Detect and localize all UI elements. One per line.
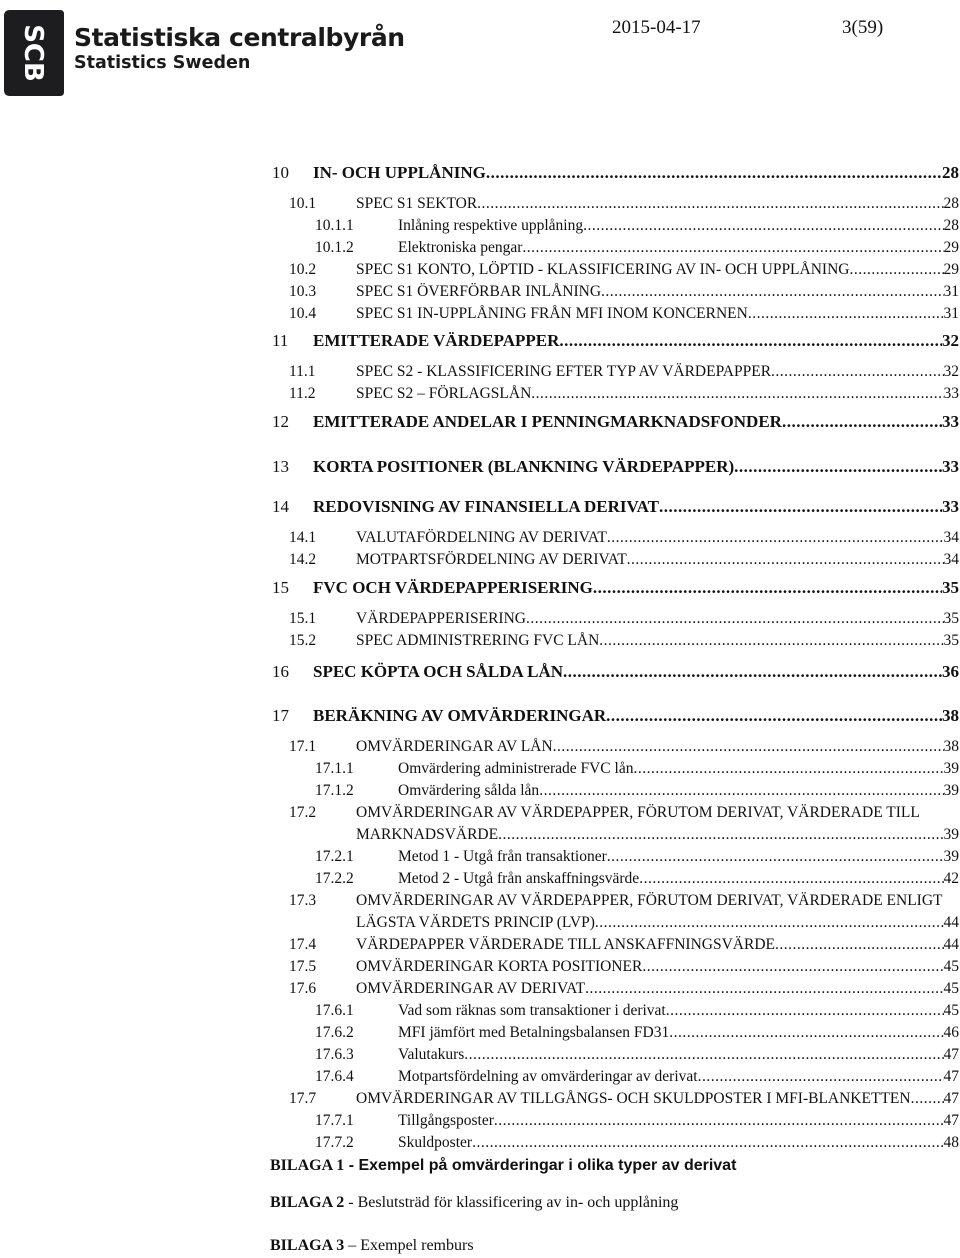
toc-entry-number: 10.3 xyxy=(289,283,317,300)
toc-entry-title: SPEC ADMINISTRERING FVC LÅN xyxy=(356,632,600,649)
toc-entry-page: 32 xyxy=(942,331,959,350)
toc-entry[interactable] xyxy=(0,936,960,956)
toc-leader-dots xyxy=(585,980,943,998)
toc-leader-dots xyxy=(642,958,943,976)
toc-entry-page: 28 xyxy=(942,163,959,182)
toc-entry-page: 45 xyxy=(943,958,959,975)
toc-entry-page: 29 xyxy=(943,239,959,256)
toc-entry[interactable] xyxy=(0,1024,960,1044)
toc-leader-dots xyxy=(633,760,943,778)
toc-leader-dots xyxy=(583,217,943,235)
toc-entry-page: 33 xyxy=(942,412,959,431)
toc-entry[interactable] xyxy=(0,1112,960,1132)
toc-entry-number: 11 xyxy=(272,331,289,350)
toc-entry-title: OMVÄRDERINGAR KORTA POSITIONER xyxy=(356,958,643,975)
toc-entry-title: REDOVISNING AV FINANSIELLA DERIVAT xyxy=(313,497,659,516)
toc-entry-number: 15 xyxy=(272,578,289,597)
toc-entry[interactable] xyxy=(0,217,960,237)
toc-leader-dots xyxy=(748,305,944,323)
toc-entry[interactable] xyxy=(0,497,960,517)
toc-entry-title: VALUTAFÖRDELNING AV DERIVAT xyxy=(356,529,607,546)
toc-entry-number: 14.2 xyxy=(289,551,317,568)
toc-entry-page: 48 xyxy=(943,1134,959,1151)
toc-entry-title: OMVÄRDERINGAR AV TILLGÅNGS- OCH SKULDPOSTER I MFI-BLANKETTEN xyxy=(356,1090,911,1107)
toc-entry-number: 17.4 xyxy=(289,936,317,953)
toc-entry-title: LÄGSTA VÄRDETS PRINCIP (LVP) xyxy=(356,914,595,931)
toc-leader-dots xyxy=(559,331,942,351)
toc-entry-number: 10.4 xyxy=(289,305,317,322)
toc-entry[interactable] xyxy=(0,1134,960,1154)
toc-entry-number: 15.2 xyxy=(289,632,317,649)
toc-entry[interactable] xyxy=(0,1046,960,1066)
toc-entry-page: 33 xyxy=(942,497,959,516)
toc-leader-dots xyxy=(563,662,942,682)
toc-entry[interactable] xyxy=(0,1002,960,1022)
toc-entry-number: 12 xyxy=(272,412,289,431)
toc-entry-title: Metod 2 - Utgå från anskaffningsvärde xyxy=(398,870,640,887)
appendix-key: BILAGA 2 xyxy=(270,1194,345,1211)
toc-leader-dots xyxy=(607,529,944,547)
toc-entry-number: 14 xyxy=(272,497,289,516)
toc-entry-title: SPEC S1 KONTO, LÖPTID - KLASSIFICERING AV IN- OCH UPPLÅNING xyxy=(356,261,850,278)
toc-entry-page: 36 xyxy=(942,662,959,681)
toc-leader-dots xyxy=(666,1002,944,1020)
toc-entry-page: 47 xyxy=(943,1112,959,1129)
toc-entry-number: 14.1 xyxy=(289,529,317,546)
toc-entry-page: 28 xyxy=(943,195,959,212)
appendix-text: - Exempel på omvärderingar i olika typer av derivat xyxy=(344,1157,737,1174)
toc-entry-number: 17.6.4 xyxy=(315,1068,354,1085)
toc-entry[interactable] xyxy=(0,958,960,978)
toc-entry-number: 17.1.2 xyxy=(315,782,354,799)
toc-leader-dots xyxy=(659,497,942,517)
toc-entry-number: 11.1 xyxy=(289,363,316,380)
toc-entry-page: 44 xyxy=(943,914,959,931)
toc-entry-title: MFI jämfört med Betalningsbalansen FD31 xyxy=(398,1024,670,1041)
toc-entry-title: Metod 1 - Utgå från transaktioner xyxy=(398,848,607,865)
toc-entry[interactable] xyxy=(0,195,960,215)
toc-entry-page: 38 xyxy=(942,706,959,725)
toc-entry-page: 31 xyxy=(943,305,959,322)
toc-entry[interactable] xyxy=(0,529,960,549)
org-name: Statistiska centralbyrån xyxy=(74,23,405,52)
toc-entry-page: 31 xyxy=(943,283,959,300)
toc-entry-number: 17.2 xyxy=(289,804,317,821)
toc-entry-page: 45 xyxy=(943,1002,959,1019)
toc-entry[interactable] xyxy=(0,804,960,824)
toc-entry-number: 11.2 xyxy=(289,385,316,402)
toc-entry-title: OMVÄRDERINGAR AV VÄRDEPAPPER, FÖRUTOM DERIVAT, VÄRDERADE TILL xyxy=(356,804,920,821)
toc-entry-title: VÄRDEPAPPERISERING xyxy=(356,610,526,627)
toc-leader-dots xyxy=(494,1112,944,1130)
toc-leader-dots xyxy=(782,412,942,432)
toc-entry[interactable] xyxy=(0,283,960,303)
org-name-en: Statistics Sweden xyxy=(74,53,251,73)
toc-entry-page: 39 xyxy=(943,826,959,843)
toc-entry-title: Valutakurs xyxy=(398,1046,465,1063)
toc-entry-number: 17 xyxy=(272,706,289,725)
toc-leader-dots xyxy=(539,782,943,800)
toc-entry[interactable] xyxy=(0,662,960,682)
toc-entry-number: 17.2.2 xyxy=(315,870,354,887)
toc-entry-title: SPEC S1 ÖVERFÖRBAR INLÅNING xyxy=(356,283,602,300)
toc-leader-dots xyxy=(849,261,943,279)
toc-leader-dots xyxy=(477,195,943,213)
toc-entry-title: MARKNADSVÄRDE xyxy=(356,826,499,843)
toc-entry-page: 35 xyxy=(942,578,959,597)
toc-entry-page: 35 xyxy=(943,610,959,627)
toc-leader-dots xyxy=(522,239,943,257)
toc-entry[interactable] xyxy=(0,980,960,1000)
toc-entry[interactable] xyxy=(0,826,960,846)
toc-leader-dots xyxy=(639,870,943,888)
toc-entry-title: Inlåning respektive upplåning xyxy=(398,217,584,234)
appendix-text: - Beslutsträd för klassificering av in- och upplåning xyxy=(344,1194,679,1211)
toc-entry[interactable] xyxy=(0,848,960,868)
toc-entry-title: SPEC S1 SEKTOR xyxy=(356,195,478,212)
appendix-key: BILAGA 1 xyxy=(270,1157,345,1174)
toc-entry-title: VÄRDEPAPPER VÄRDERADE TILL ANSKAFFNINGSVÄRDE xyxy=(356,936,775,953)
logo-text: SCB xyxy=(18,24,48,82)
toc-entry-number: 17.6.2 xyxy=(315,1024,354,1041)
toc-entry-page: 42 xyxy=(943,870,959,887)
toc-entry[interactable] xyxy=(0,632,960,652)
toc-leader-dots xyxy=(531,385,943,403)
toc-leader-dots xyxy=(593,578,942,598)
appendix-item[interactable] xyxy=(270,1194,678,1212)
toc-entry[interactable] xyxy=(0,782,960,802)
toc-entry-number: 10 xyxy=(272,163,289,182)
toc-leader-dots xyxy=(627,551,944,569)
toc-entry-title: Omvärdering administrerade FVC lån xyxy=(398,760,634,777)
header-page-number: 3(59) xyxy=(842,17,884,38)
toc-entry-page: 45 xyxy=(943,980,959,997)
toc-leader-dots xyxy=(775,936,944,954)
toc-entry-number: 10.1 xyxy=(289,195,317,212)
toc-entry-number: 17.7.1 xyxy=(315,1112,354,1129)
scb-logo-icon xyxy=(2,6,66,96)
toc-leader-dots xyxy=(599,632,943,650)
toc-entry-title: SPEC S2 - KLASSIFICERING EFTER TYP AV VÄRDEPAPPER xyxy=(356,363,772,380)
toc-leader-dots xyxy=(606,706,942,726)
toc-entry-title: Skuldposter xyxy=(398,1134,473,1151)
toc-leader-dots xyxy=(464,1046,943,1064)
toc-entry-page: 33 xyxy=(942,457,959,476)
toc-entry-page: 46 xyxy=(943,1024,959,1041)
toc-entry-page: 39 xyxy=(943,782,959,799)
toc-entry-page: 47 xyxy=(943,1046,959,1063)
toc-entry-number: 17.5 xyxy=(289,958,317,975)
toc-entry-title: SPEC S1 IN-UPPLÅNING FRÅN MFI INOM KONCERNEN xyxy=(356,305,748,322)
toc-entry[interactable] xyxy=(0,892,960,912)
toc-entry-page: 28 xyxy=(943,217,959,234)
appendix-text: – Exempel remburs xyxy=(344,1237,474,1254)
header-date: 2015-04-17 xyxy=(612,17,701,38)
toc-entry-title: Omvärdering sålda lån xyxy=(398,782,540,799)
toc-entry-number: 17.1 xyxy=(289,738,317,755)
toc-entry-title: OMVÄRDERINGAR AV DERIVAT xyxy=(356,980,586,997)
toc-entry-title: OMVÄRDERINGAR AV VÄRDEPAPPER, FÖRUTOM DERIVAT, VÄRDERADE ENLIGT xyxy=(356,892,943,909)
appendix-key: BILAGA 3 xyxy=(270,1237,345,1254)
toc-entry-page: 32 xyxy=(943,363,959,380)
toc-entry[interactable] xyxy=(0,457,960,477)
toc-entry-page: 35 xyxy=(943,632,959,649)
toc-entry[interactable] xyxy=(0,610,960,630)
toc-leader-dots xyxy=(486,163,942,183)
toc-entry-number: 13 xyxy=(272,457,289,476)
toc-entry[interactable] xyxy=(0,1068,960,1088)
toc-leader-dots xyxy=(698,1068,944,1086)
toc-leader-dots xyxy=(607,848,944,866)
toc-leader-dots xyxy=(553,738,944,756)
toc-leader-dots xyxy=(734,457,942,477)
toc-entry[interactable] xyxy=(0,261,960,281)
toc-entry-title: FVC OCH VÄRDEPAPPERISERING xyxy=(313,578,593,597)
toc-entry-page: 47 xyxy=(943,1068,959,1085)
appendix-item[interactable] xyxy=(270,1157,736,1175)
toc-entry[interactable] xyxy=(0,163,960,183)
toc-entry[interactable] xyxy=(0,331,960,351)
toc-entry[interactable] xyxy=(0,385,960,405)
toc-leader-dots xyxy=(911,1090,944,1108)
toc-entry-title: Vad som räknas som transaktioner i derivat xyxy=(398,1002,666,1019)
toc-entry-title: EMITTERADE VÄRDEPAPPER xyxy=(313,331,560,350)
toc-leader-dots xyxy=(595,914,944,932)
toc-entry[interactable] xyxy=(0,914,960,934)
page-header xyxy=(0,0,960,110)
toc-entry-number: 17.3 xyxy=(289,892,317,909)
toc-leader-dots xyxy=(669,1024,943,1042)
toc-entry-number: 15.1 xyxy=(289,610,317,627)
toc-entry-title: SPEC S2 – FÖRLAGSLÅN xyxy=(356,385,532,402)
toc-entry-title: Elektroniska pengar xyxy=(398,239,523,256)
toc-entry-page: 34 xyxy=(943,551,959,568)
toc-entry-number: 10.1.1 xyxy=(315,217,354,234)
toc-entry-title: MOTPARTSFÖRDELNING AV DERIVAT xyxy=(356,551,627,568)
toc-entry-title: Motpartsfördelning av omvärderingar av derivat xyxy=(398,1068,698,1085)
toc-entry-number: 17.7 xyxy=(289,1090,317,1107)
toc-entry[interactable] xyxy=(0,363,960,383)
toc-entry-number: 10.2 xyxy=(289,261,317,278)
toc-entry-number: 17.2.1 xyxy=(315,848,354,865)
toc-leader-dots xyxy=(498,826,943,844)
toc-leader-dots xyxy=(601,283,943,301)
toc-entry-number: 10.1.2 xyxy=(315,239,354,256)
toc-entry-title: Tillgångsposter xyxy=(398,1112,494,1129)
toc-entry-number: 17.6.3 xyxy=(315,1046,354,1063)
toc-entry-page: 39 xyxy=(943,760,959,777)
toc-entry-title: BERÄKNING AV OMVÄRDERINGAR xyxy=(313,706,607,725)
toc-leader-dots xyxy=(472,1134,943,1152)
toc-entry-title: SPEC KÖPTA OCH SÅLDA LÅN xyxy=(313,662,564,681)
toc-entry-page: 34 xyxy=(943,529,959,546)
toc-entry[interactable] xyxy=(0,239,960,259)
toc-entry[interactable] xyxy=(0,760,960,780)
toc-entry[interactable] xyxy=(0,305,960,325)
toc-entry-page: 38 xyxy=(943,738,959,755)
toc-leader-dots xyxy=(526,610,944,628)
toc-entry-title: IN- OCH UPPLÅNING xyxy=(313,163,486,182)
toc-entry-page: 29 xyxy=(943,261,959,278)
toc-entry[interactable] xyxy=(0,578,960,598)
toc-entry[interactable] xyxy=(0,412,960,432)
toc-entry-number: 17.6.1 xyxy=(315,1002,354,1019)
toc-entry-page: 44 xyxy=(943,936,959,953)
toc-entry[interactable] xyxy=(0,738,960,758)
toc-entry-page: 33 xyxy=(943,385,959,402)
toc-entry[interactable] xyxy=(0,706,960,726)
toc-entry[interactable] xyxy=(0,870,960,890)
toc-entry-title: EMITTERADE ANDELAR I PENNINGMARKNADSFONDER xyxy=(313,412,782,431)
toc-entry-number: 17.7.2 xyxy=(315,1134,354,1151)
toc-entry-number: 17.6 xyxy=(289,980,317,997)
toc-entry-title: OMVÄRDERINGAR AV LÅN xyxy=(356,738,553,755)
toc-entry[interactable] xyxy=(0,1090,960,1110)
toc-entry[interactable] xyxy=(0,551,960,571)
toc-leader-dots xyxy=(771,363,943,381)
toc-entry-title: KORTA POSITIONER (BLANKNING VÄRDEPAPPER) xyxy=(313,457,735,476)
toc-entry-number: 17.1.1 xyxy=(315,760,354,777)
toc-entry-number: 16 xyxy=(272,662,289,681)
brand xyxy=(74,24,405,74)
toc-entry-page: 39 xyxy=(943,848,959,865)
appendix-item[interactable] xyxy=(270,1237,474,1255)
toc-entry-page: 47 xyxy=(943,1090,959,1107)
